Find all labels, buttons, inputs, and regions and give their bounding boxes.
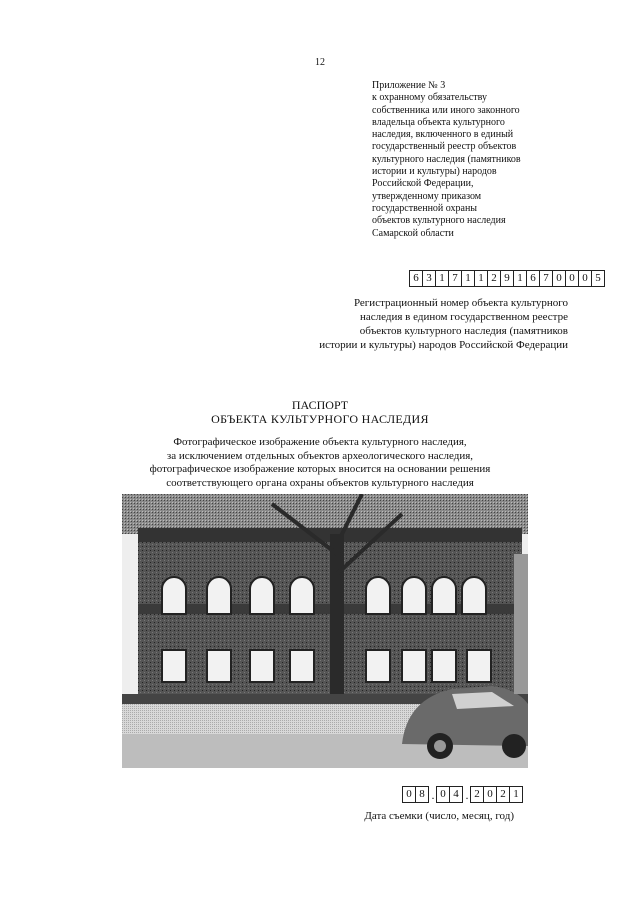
date-day-cell: 8 <box>415 786 429 803</box>
shoot-date-label: Дата съемки (число, месяц, год) <box>364 810 514 822</box>
reg-digit-cell: 9 <box>500 270 514 287</box>
date-year-cell: 2 <box>496 786 510 803</box>
reg-digit-cell: 7 <box>448 270 462 287</box>
registration-number-label <box>280 296 568 352</box>
appendix-line: собственника или иного законного <box>372 104 520 116</box>
photo-caption <box>110 436 530 490</box>
appendix-line: объектов культурного наследия <box>372 215 506 227</box>
date-month-cell: 4 <box>449 786 463 803</box>
caption-line: за исключением отдельных объектов археологического наследия, <box>166 449 474 462</box>
appendix-line: утвержденному приказом <box>372 190 482 202</box>
registration-label-line: Регистрационный номер объекта культурного <box>353 297 568 309</box>
reg-digit-cell: 6 <box>526 270 540 287</box>
appendix-line: Приложение № 3 <box>372 80 446 91</box>
appendix-line: культурного наследия (памятников <box>372 153 521 165</box>
date-year-cell: 2 <box>470 786 484 803</box>
page-number: 12 <box>315 57 325 68</box>
reg-digit-cell: 1 <box>474 270 488 287</box>
appendix-line: государственной охраны <box>372 202 478 214</box>
date-year-cell: 1 <box>509 786 523 803</box>
reg-digit-cell: 6 <box>409 270 423 287</box>
reg-digit-cell: 0 <box>552 270 566 287</box>
reg-digit-cell: 3 <box>422 270 436 287</box>
appendix-line: к охранному обязательству <box>372 92 488 104</box>
reg-digit-cell: 7 <box>539 270 553 287</box>
date-separator: . <box>465 788 469 802</box>
building-photo-image <box>122 494 528 768</box>
date-separator: . <box>431 788 435 802</box>
registration-label-line: истории и культуры) народов Российской Федерации <box>319 339 568 351</box>
caption-line: Фотографическое изображение объекта культурного наследия, <box>173 436 467 448</box>
registration-label-line: наследия в едином государственном реестре <box>360 311 568 323</box>
date-year-cell: 0 <box>483 786 497 803</box>
appendix-line: Российской Федерации, <box>372 178 474 190</box>
registration-label-line: объектов культурного наследия (памятников <box>359 325 568 337</box>
caption-line: фотографическое изображение которых вносится на основании решения <box>149 463 491 475</box>
reg-digit-cell: 2 <box>487 270 501 287</box>
appendix-block <box>372 80 602 240</box>
reg-digit-cell: 1 <box>461 270 475 287</box>
appendix-line: владельца объекта культурного <box>372 116 505 128</box>
caption-line: соответствующего органа охраны объектов культурного наследия <box>166 476 474 489</box>
reg-digit-cell: 1 <box>435 270 449 287</box>
appendix-line: истории и культуры) народов <box>372 166 497 178</box>
passport-subtitle: ОБЪЕКТА КУЛЬТУРНОГО НАСЛЕДИЯ <box>211 412 429 426</box>
registration-number-boxes <box>410 270 605 287</box>
building-photo <box>122 494 528 768</box>
appendix-line: государственный реестр объектов <box>372 141 517 153</box>
reg-digit-cell: 1 <box>513 270 527 287</box>
date-month-cell: 0 <box>436 786 450 803</box>
reg-digit-cell: 0 <box>565 270 579 287</box>
reg-digit-cell: 0 <box>578 270 592 287</box>
date-day-cell: 0 <box>402 786 416 803</box>
passport-title: ПАСПОРТ <box>291 398 349 412</box>
appendix-line: наследия, включенного в единый <box>372 129 514 141</box>
shoot-date-boxes <box>403 786 523 803</box>
reg-digit-cell: 5 <box>591 270 605 287</box>
appendix-line: Самарской области <box>372 227 454 239</box>
